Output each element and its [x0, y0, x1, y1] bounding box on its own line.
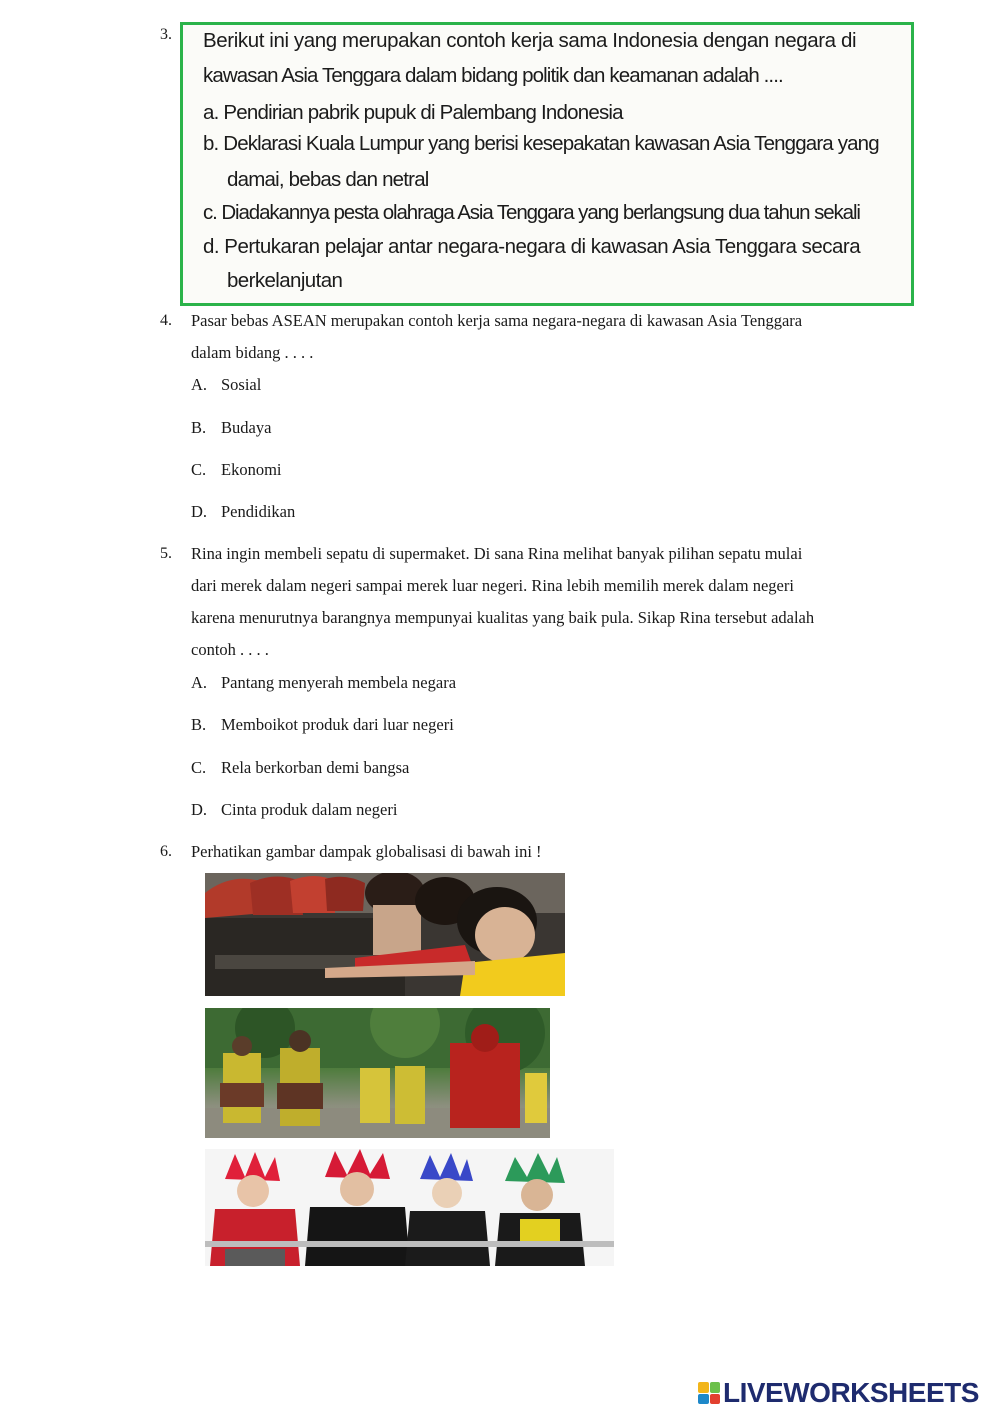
- q3-option-d-cont: berkelanjutan: [227, 269, 343, 292]
- q5-option-d[interactable]: D. Cinta produk dalam negeri: [191, 800, 398, 819]
- q3-option-b: b. Deklarasi Kuala Lumpur yang berisi kesepakatan kawasan Asia Tenggara yang: [203, 132, 879, 155]
- q6-number: 6.: [160, 843, 172, 860]
- q4-text-line-2: dalam bidang . . . .: [191, 343, 314, 362]
- photo-cultural-carnival: [205, 1008, 550, 1138]
- q5-text-line-1: Rina ingin membeli sepatu di supermaket. Di sana Rina melihat banyak pilihan sepatu mulai: [191, 544, 803, 563]
- q3-scanned-question-image: [180, 22, 914, 306]
- q4-option-a[interactable]: A. Sosial: [191, 375, 262, 394]
- liveworksheets-logo: [698, 1378, 979, 1408]
- q3-option-b-cont: damai, bebas dan netral: [227, 168, 429, 191]
- q4-option-d[interactable]: D. Pendidikan: [191, 502, 296, 521]
- q4-text-line-1: Pasar bebas ASEAN merupakan contoh kerja sama negara-negara di kawasan Asia Tenggara: [191, 311, 803, 330]
- q3-option-d: d. Pertukaran pelajar antar negara-negara di kawasan Asia Tenggara secara: [203, 235, 861, 258]
- q3-option-c: c. Diadakannya pesta olahraga Asia Tenggara yang berlangsung dua tahun sekali: [203, 201, 860, 224]
- q5-text-line-3: karena menurutnya barangnya mempunyai kualitas yang baik pula. Sikap Rina tersebut adalah: [191, 608, 815, 627]
- q5-option-a[interactable]: A. Pantang menyerah membela negara: [191, 673, 457, 692]
- q3-line-2: kawasan Asia Tenggara dalam bidang politik dan keamanan adalah ....: [203, 64, 783, 87]
- q5-option-c[interactable]: C. Rela berkorban demi bangsa: [191, 758, 410, 777]
- photo-punk-group: [205, 1149, 614, 1266]
- q4-option-b[interactable]: B. Budaya: [191, 418, 272, 437]
- liveworksheets-mark-icon: [698, 1382, 720, 1404]
- logo-text: LIVEWORKSHEETS: [723, 1377, 979, 1408]
- q3-line-1: Berikut ini yang merupakan contoh kerja sama Indonesia dengan negara di: [203, 29, 857, 52]
- q5-option-b[interactable]: B. Memboikot produk dari luar negeri: [191, 715, 454, 734]
- q5-number: 5.: [160, 545, 172, 562]
- q3-option-a: a. Pendirian pabrik pupuk di Palembang Indonesia: [203, 101, 623, 124]
- photo-children-internet: [205, 873, 565, 996]
- q3-number: 3.: [160, 26, 172, 43]
- q6-text-line-1: Perhatikan gambar dampak globalisasi di bawah ini !: [191, 842, 542, 861]
- q4-number: 4.: [160, 312, 172, 329]
- q5-text-line-2: dari merek dalam negeri sampai merek luar negeri. Rina lebih memilih merek dalam negeri: [191, 576, 794, 595]
- q5-text-line-4: contoh . . . .: [191, 640, 269, 659]
- q4-option-c[interactable]: C. Ekonomi: [191, 460, 282, 479]
